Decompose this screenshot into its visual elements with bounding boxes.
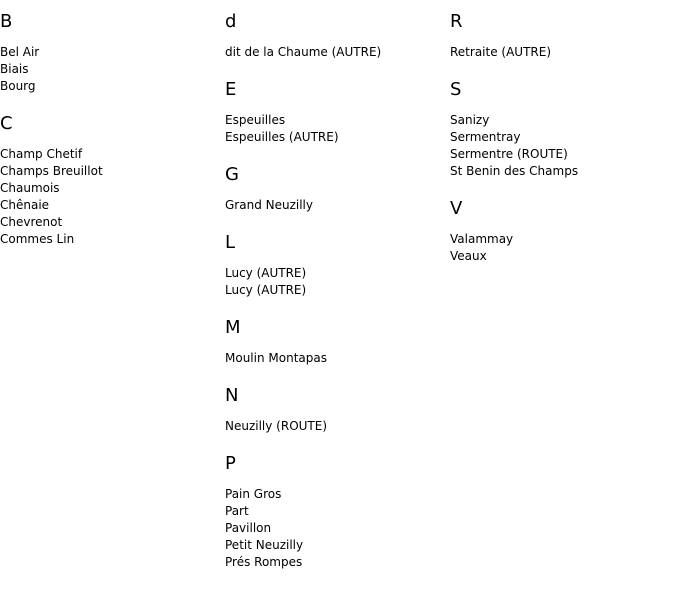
place-link[interactable]: Grand Neuzilly (225, 198, 313, 212)
place-link[interactable]: Neuzilly (ROUTE) (225, 419, 328, 433)
letter-heading: B (0, 11, 13, 32)
place-link[interactable]: Sanizy (450, 113, 490, 127)
place-link[interactable]: Moulin Montapas (225, 351, 327, 365)
letter-heading: M (225, 317, 241, 338)
place-link[interactable]: Pain Gros (225, 487, 282, 501)
place-link[interactable]: Commes Lin (0, 232, 75, 246)
index-column-1 (0, 10, 220, 265)
place-link[interactable]: Chênaie (0, 198, 50, 212)
place-link[interactable]: Retraite (AUTRE) (450, 45, 552, 59)
place-link[interactable]: Bourg (0, 79, 36, 93)
letter-group-p (225, 452, 445, 571)
place-link[interactable]: Lucy (AUTRE) (225, 266, 307, 280)
place-link[interactable]: Pavillon (225, 521, 272, 535)
letter-group-r (450, 10, 670, 61)
letter-heading: G (225, 164, 239, 185)
letter-heading: S (450, 79, 462, 100)
letter-group-n (225, 384, 445, 435)
letter-heading: V (450, 198, 463, 219)
letter-group-s (450, 78, 670, 180)
letter-heading: E (225, 79, 237, 100)
index-column-2 (225, 10, 445, 588)
place-link[interactable]: Sermentray (450, 130, 521, 144)
place-link[interactable]: Prés Rompes (225, 555, 303, 569)
place-link[interactable]: dit de la Chaume (AUTRE) (225, 45, 382, 59)
place-link[interactable]: Bel Air (0, 45, 40, 59)
letter-heading: d (225, 11, 237, 32)
place-link[interactable]: Chaumois (0, 181, 60, 195)
letter-heading: C (0, 113, 13, 134)
place-link[interactable]: Lucy (AUTRE) (225, 283, 307, 297)
letter-group-e (225, 78, 445, 146)
place-link[interactable]: St Benin des Champs (450, 164, 579, 178)
place-link[interactable]: Espeuilles (225, 113, 286, 127)
letter-heading: P (225, 453, 236, 474)
letter-heading: L (225, 232, 236, 253)
place-link[interactable]: Sermentre (ROUTE) (450, 147, 568, 161)
place-link[interactable]: Champ Chetif (0, 147, 83, 161)
letter-heading: R (450, 11, 463, 32)
letter-group-v (450, 197, 670, 265)
place-link[interactable]: Petit Neuzilly (225, 538, 304, 552)
letter-group-d (225, 10, 445, 61)
letter-group-c (0, 112, 220, 248)
place-link[interactable]: Champs Breuillot (0, 164, 103, 178)
place-link[interactable]: Veaux (450, 249, 487, 263)
place-link[interactable]: Part (225, 504, 249, 518)
place-link[interactable]: Espeuilles (AUTRE) (225, 130, 339, 144)
index-column-3 (450, 10, 670, 282)
letter-group-b (0, 10, 220, 95)
place-link[interactable]: Chevrenot (0, 215, 63, 229)
place-link[interactable]: Valammay (450, 232, 514, 246)
letter-heading: N (225, 385, 239, 406)
letter-group-m (225, 316, 445, 367)
place-link[interactable]: Biais (0, 62, 29, 76)
letter-group-l (225, 231, 445, 299)
letter-group-g (225, 163, 445, 214)
